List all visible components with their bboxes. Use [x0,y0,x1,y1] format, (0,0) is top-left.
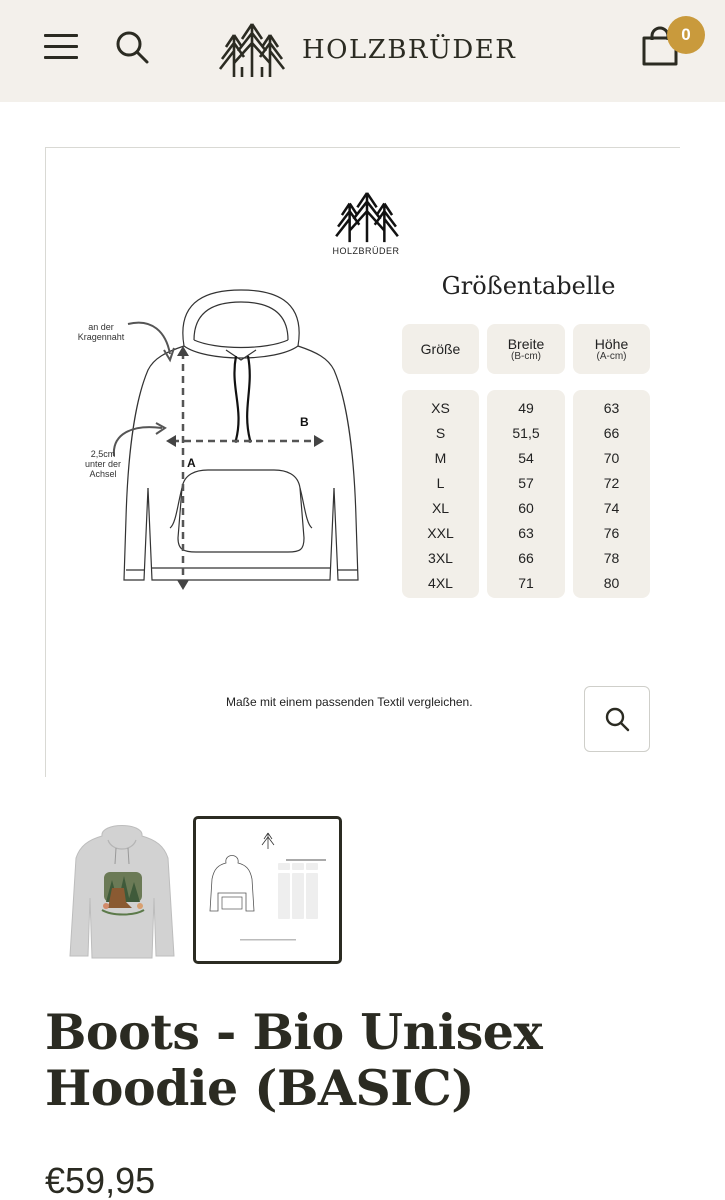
menu-icon[interactable] [44,32,78,60]
brand-name: HOLZBRÜDER [302,35,517,65]
armpit-annotation: 2,5cm unter der Achsel [84,449,122,479]
zoom-button[interactable] [584,686,650,752]
collar-annotation: an der Kragennaht [77,322,125,342]
table-cell: 51,5 [512,425,540,441]
search-icon[interactable] [114,29,150,65]
table-cell: XS [431,400,450,416]
table-cell: 57 [518,475,534,491]
thumbnail-hoodie-front[interactable] [52,818,192,964]
table-cell: 72 [603,475,620,491]
table-cell: 78 [603,550,620,566]
table-cell: S [435,425,446,441]
size-column [402,390,479,598]
height-column-header: Höhe (A-cm) [573,324,650,374]
table-cell: 60 [518,500,534,516]
width-column [487,390,565,598]
cart-count-badge[interactable]: 0 [667,16,705,54]
product-price: €59,95 [45,1160,156,1200]
label-b: B [300,415,309,429]
table-cell: 4XL [428,575,453,591]
table-cell: 71 [518,575,534,591]
measurement-note: Maße mit einem passenden Textil vergleichen. [226,695,473,709]
table-cell: 74 [603,500,620,516]
search-icon [604,706,630,732]
table-cell: 49 [518,400,534,416]
table-cell: 76 [603,525,620,541]
width-column-header: Breite (B-cm) [487,324,565,374]
brand-logo-link[interactable] [218,20,516,80]
chart-brand-name: HOLZBRÜDER [332,246,400,256]
table-cell: 70 [603,450,620,466]
table-cell: 54 [518,450,534,466]
table-cell: 63 [603,400,620,416]
site-header [0,0,725,102]
height-column [573,390,650,598]
thumbnail-size-chart[interactable] [193,816,342,964]
size-chart-title: Größentabelle [441,272,616,300]
trees-logo-icon [334,190,400,244]
main-product-image[interactable] [45,147,680,777]
table-cell: 3XL [428,550,453,566]
table-cell: 66 [518,550,534,566]
table-cell: XL [431,500,450,516]
table-cell: L [436,475,445,491]
product-title: Boots - Bio Unisex Hoodie (BASIC) [45,1003,543,1117]
table-cell: M [434,450,447,466]
table-cell: 80 [603,575,620,591]
table-cell: XXL [427,525,454,541]
size-chart-thumbnail-image [196,819,339,961]
size-column-header: Größe [402,324,479,374]
trees-logo-icon [218,21,286,79]
table-cell: 66 [603,425,620,441]
label-a: A [187,456,196,470]
table-cell: 63 [518,525,534,541]
